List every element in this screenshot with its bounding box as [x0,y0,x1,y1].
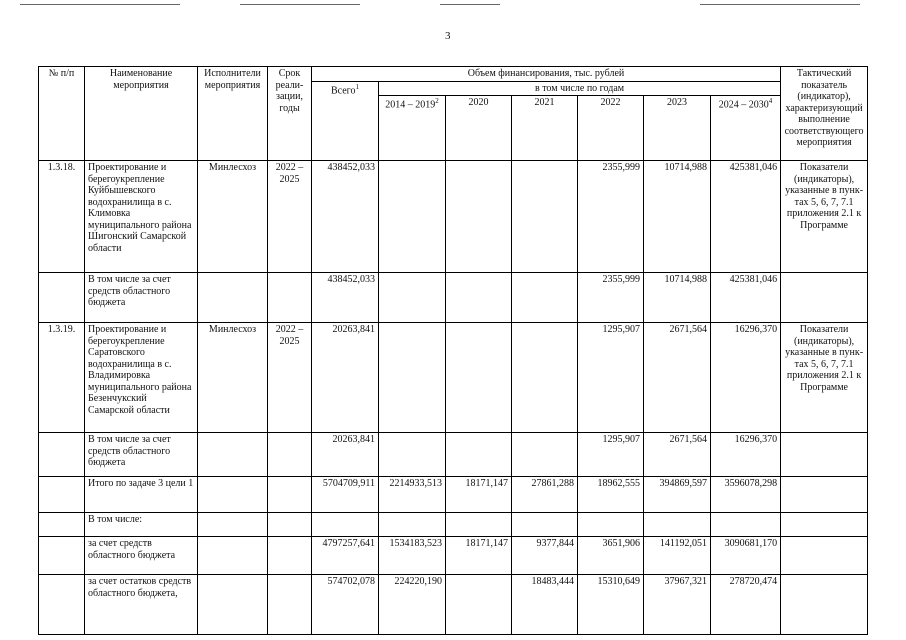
cell-indicator [781,513,868,537]
cell-total: 20263,841 [312,433,379,477]
page-number: 3 [445,30,451,42]
cell-term [268,537,312,575]
cell-indicator: Показатели (индикаторы), указанные в пунк-тах 5, 6, 7, 7.1 приложения 2.1 к Программе [781,323,868,433]
cell-2021 [512,273,578,323]
cell-2022 [578,513,644,537]
cell-num [39,477,85,513]
cell-name: В том числе за счет средств областного бюджета [85,273,198,323]
cell-2020 [446,575,512,635]
cell-2023: 2671,564 [644,323,711,433]
cell-2024: 278720,474 [711,575,781,635]
table-row [39,433,868,477]
cell-name: Итого по задаче 3 цели 1 [85,477,198,513]
table-row [39,161,868,273]
cell-num [39,433,85,477]
cell-total: 5704709,911 [312,477,379,513]
cell-2022: 15310,649 [578,575,644,635]
cell-2022: 2355,999 [578,273,644,323]
cell-indicator [781,537,868,575]
cell-num: 1.3.19. [39,323,85,433]
cell-name: за счет остатков средств областного бюджета, [85,575,198,635]
cell-2014 [379,513,446,537]
table-row [39,273,868,323]
cell-executor: Минлесхоз [198,161,268,273]
header-funding: Объем финансирования, тыс. рублей [312,67,781,82]
cell-term [268,575,312,635]
cell-2020 [446,273,512,323]
header-year: 2021 [512,96,578,161]
cell-2022: 1295,907 [578,323,644,433]
cell-indicator [781,273,868,323]
cell-indicator [781,575,868,635]
cell-name: В том числе за счет средств областного бюджета [85,433,198,477]
cell-term: 2022 – 2025 [268,323,312,433]
cell-term [268,433,312,477]
cell-2023: 394869,597 [644,477,711,513]
cell-2021 [512,513,578,537]
header-by-years: в том числе по годам [379,81,781,96]
cell-executor [198,513,268,537]
header-name: Наименование мероприятия [85,67,198,161]
cell-2022: 2355,999 [578,161,644,273]
cell-2024: 425381,046 [711,273,781,323]
top-edge-line [20,4,180,5]
header-term: Срок реали-зации, годы [268,67,312,161]
header-indicator: Тактический показатель (индикатор), характеризующий выполнение соответствующего мероприятия [781,67,868,161]
cell-indicator [781,433,868,477]
cell-2014 [379,161,446,273]
cell-2022: 1295,907 [578,433,644,477]
cell-2021 [512,161,578,273]
cell-2022: 18962,555 [578,477,644,513]
cell-name: за счет средств областного бюджета [85,537,198,575]
header-year: 2014 – 2019$^2$ [379,96,446,161]
header-year: 2020 [446,96,512,161]
table-row [39,477,868,513]
cell-term [268,477,312,513]
cell-2021 [512,433,578,477]
top-edge-line [440,4,500,5]
cell-2014: 224220,190 [379,575,446,635]
header-num: № п/п [39,67,85,161]
cell-2024: 16296,370 [711,433,781,477]
top-edge-line [700,4,860,5]
header-total: Всего$^1$ [312,81,379,161]
cell-2014 [379,273,446,323]
cell-2024: 3090681,170 [711,537,781,575]
cell-total: 438452,033 [312,273,379,323]
header-executors: Исполнители мероприятия [198,67,268,161]
cell-num [39,537,85,575]
cell-2021: 27861,288 [512,477,578,513]
cell-2021: 9377,844 [512,537,578,575]
cell-total [312,513,379,537]
cell-2014 [379,433,446,477]
cell-name: В том числе: [85,513,198,537]
cell-2024: 3596078,298 [711,477,781,513]
cell-num [39,575,85,635]
cell-2020: 18171,147 [446,477,512,513]
cell-2020 [446,433,512,477]
cell-2023: 141192,051 [644,537,711,575]
header-row-1 [39,67,868,82]
cell-2020 [446,323,512,433]
cell-2023 [644,513,711,537]
table-row [39,575,868,635]
top-edge-line [240,4,360,5]
table-row [39,537,868,575]
cell-num: 1.3.18. [39,161,85,273]
cell-total: 4797257,641 [312,537,379,575]
cell-2023: 10714,988 [644,273,711,323]
cell-indicator: Показатели (индикаторы), указанные в пунк-тах 5, 6, 7, 7.1 приложения 2.1 к Программе [781,161,868,273]
cell-total: 20263,841 [312,323,379,433]
cell-executor [198,575,268,635]
funding-table [38,66,868,635]
cell-2022: 3651,906 [578,537,644,575]
cell-total: 574702,078 [312,575,379,635]
cell-total: 438452,033 [312,161,379,273]
cell-indicator [781,477,868,513]
cell-executor: Минлесхоз [198,323,268,433]
cell-term [268,273,312,323]
table-row [39,513,868,537]
cell-term: 2022 – 2025 [268,161,312,273]
cell-term [268,513,312,537]
cell-name: Проектирование и берегоукрепление Саратовского водохранилища в с. Владимировка муниципального района Безенчукский Самарской области [85,323,198,433]
header-year: 2023 [644,96,711,161]
cell-num [39,273,85,323]
cell-2021 [512,323,578,433]
cell-executor [198,273,268,323]
cell-2020 [446,513,512,537]
cell-2020 [446,161,512,273]
cell-2023: 37967,321 [644,575,711,635]
cell-2024: 16296,370 [711,323,781,433]
cell-2024: 425381,046 [711,161,781,273]
cell-2014: 2214933,513 [379,477,446,513]
cell-2020: 18171,147 [446,537,512,575]
cell-2023: 10714,988 [644,161,711,273]
cell-2014: 1534183,523 [379,537,446,575]
cell-2024 [711,513,781,537]
cell-2014 [379,323,446,433]
cell-executor [198,477,268,513]
header-year: 2024 – 2030$^4$ [711,96,781,161]
cell-executor [198,433,268,477]
cell-num [39,513,85,537]
table-row [39,323,868,433]
header-year: 2022 [578,96,644,161]
cell-2021: 18483,444 [512,575,578,635]
cell-2023: 2671,564 [644,433,711,477]
cell-name: Проектирование и берегоукрепление Куйбышевского водохранилища в с. Климовка муниципального района Шигонский Самарской области [85,161,198,273]
cell-executor [198,537,268,575]
